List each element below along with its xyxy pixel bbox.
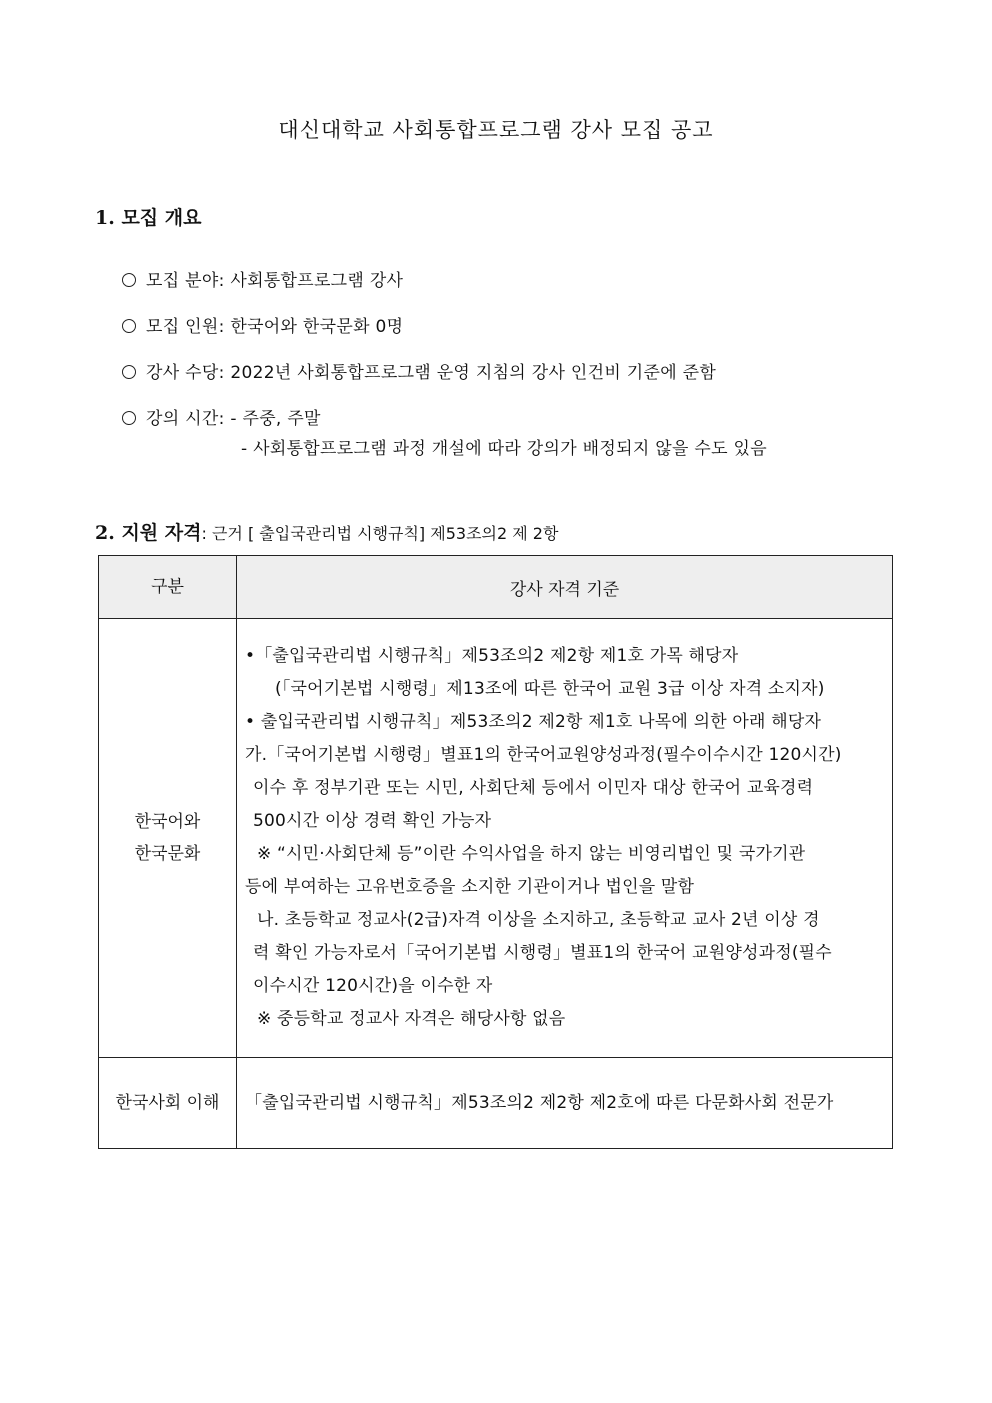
header-criteria: 강사 자격 기준: [237, 556, 893, 619]
row-category: [99, 619, 237, 1058]
table-header-row: [99, 556, 893, 619]
criteria-line: ※ “시민·사회단체 등”이란 수익사업을 하지 않는 비영리법인 및 국가기관: [257, 844, 806, 864]
category-line: 한국문화: [134, 844, 201, 864]
table-row: [99, 619, 893, 1058]
section1-heading: 1. 모집 개요: [95, 207, 202, 229]
circle-bullet-icon: [122, 365, 136, 379]
item-value: 사회통합프로그램 강사: [230, 271, 404, 291]
criteria-line: ※ 중등학교 정교사 자격은 해당사항 없음: [257, 1009, 566, 1029]
criteria-line: 이수 후 정부기관 또는 시민, 사회단체 등에서 이민자 대상 한국어 교육경력: [253, 778, 814, 798]
criteria-line: 나. 초등학교 정교사(2급)자격 이상을 소지하고, 초등학교 교사 2년 이상 경: [257, 910, 820, 930]
page-title: 대신대학교 사회통합프로그램 강사 모집 공고: [278, 118, 714, 142]
item-value: 2022년 사회통합프로그램 운영 지침의 강사 인건비 기준에 준함: [230, 363, 717, 383]
criteria-line: 이수시간 120시간)을 이수한 자: [253, 976, 493, 996]
circle-bullet-icon: [122, 411, 136, 425]
item-value: - 주중, 주말: [230, 409, 321, 429]
criteria-line: 「출입국관리법 시행규칙」제53조의2 제2항 제2호에 따른 다문화사회 전문가: [245, 1092, 834, 1113]
criteria-line: (「국어기본법 시행령」제13조에 따른 한국어 교원 3급 이상 자격 소지자): [275, 679, 825, 699]
qualification-table: [98, 555, 893, 1149]
circle-bullet-icon: [122, 273, 136, 287]
criteria-line: 500시간 이상 경력 확인 가능자: [253, 811, 492, 831]
header-category: 구분: [99, 556, 237, 619]
section2-title: 2. 지원 자격: [95, 522, 202, 544]
table-row: [99, 1058, 893, 1149]
item-value: 한국어와 한국문화 0명: [230, 317, 404, 337]
category-line: 한국어와: [134, 812, 201, 832]
criteria-line: • 출입국관리법 시행규칙」제53조의2 제2항 제1호 나목에 의한 아래 해당자: [245, 712, 822, 732]
row-criteria: [237, 1058, 893, 1149]
item-continuation: - 사회통합프로그램 과정 개설에 따라 강의가 배정되지 않을 수도 있음: [241, 439, 767, 459]
circle-bullet-icon: [122, 319, 136, 333]
list-item-pay: [122, 358, 716, 383]
criteria-line: 가.「국어기본법 시행령」별표1의 한국어교원양성과정(필수이수시간 120시간): [245, 745, 842, 765]
criteria-line: 등에 부여하는 고유번호증을 소지한 기관이거나 법인을 말함: [245, 877, 695, 897]
item-label: 강의 시간:: [146, 409, 225, 429]
section2-heading: [95, 518, 558, 545]
row-category: 한국사회 이해: [99, 1058, 237, 1149]
criteria-line: •「출입국관리법 시행규칙」제53조의2 제2항 제1호 가목 해당자: [245, 646, 739, 666]
list-item-headcount: [122, 312, 403, 337]
list-item-schedule: [122, 404, 767, 459]
row-criteria: [237, 619, 893, 1058]
section2-basis: : 근거 [ 출입국관리법 시행규칙] 제53조의2 제 2항: [201, 524, 559, 543]
criteria-line: 력 확인 가능자로서「국어기본법 시행령」별표1의 한국어 교원양성과정(필수: [253, 943, 832, 963]
list-item-field: [122, 266, 403, 291]
item-label: 모집 분야:: [146, 271, 225, 291]
item-label: 강사 수당:: [146, 363, 225, 383]
item-label: 모집 인원:: [146, 317, 225, 337]
